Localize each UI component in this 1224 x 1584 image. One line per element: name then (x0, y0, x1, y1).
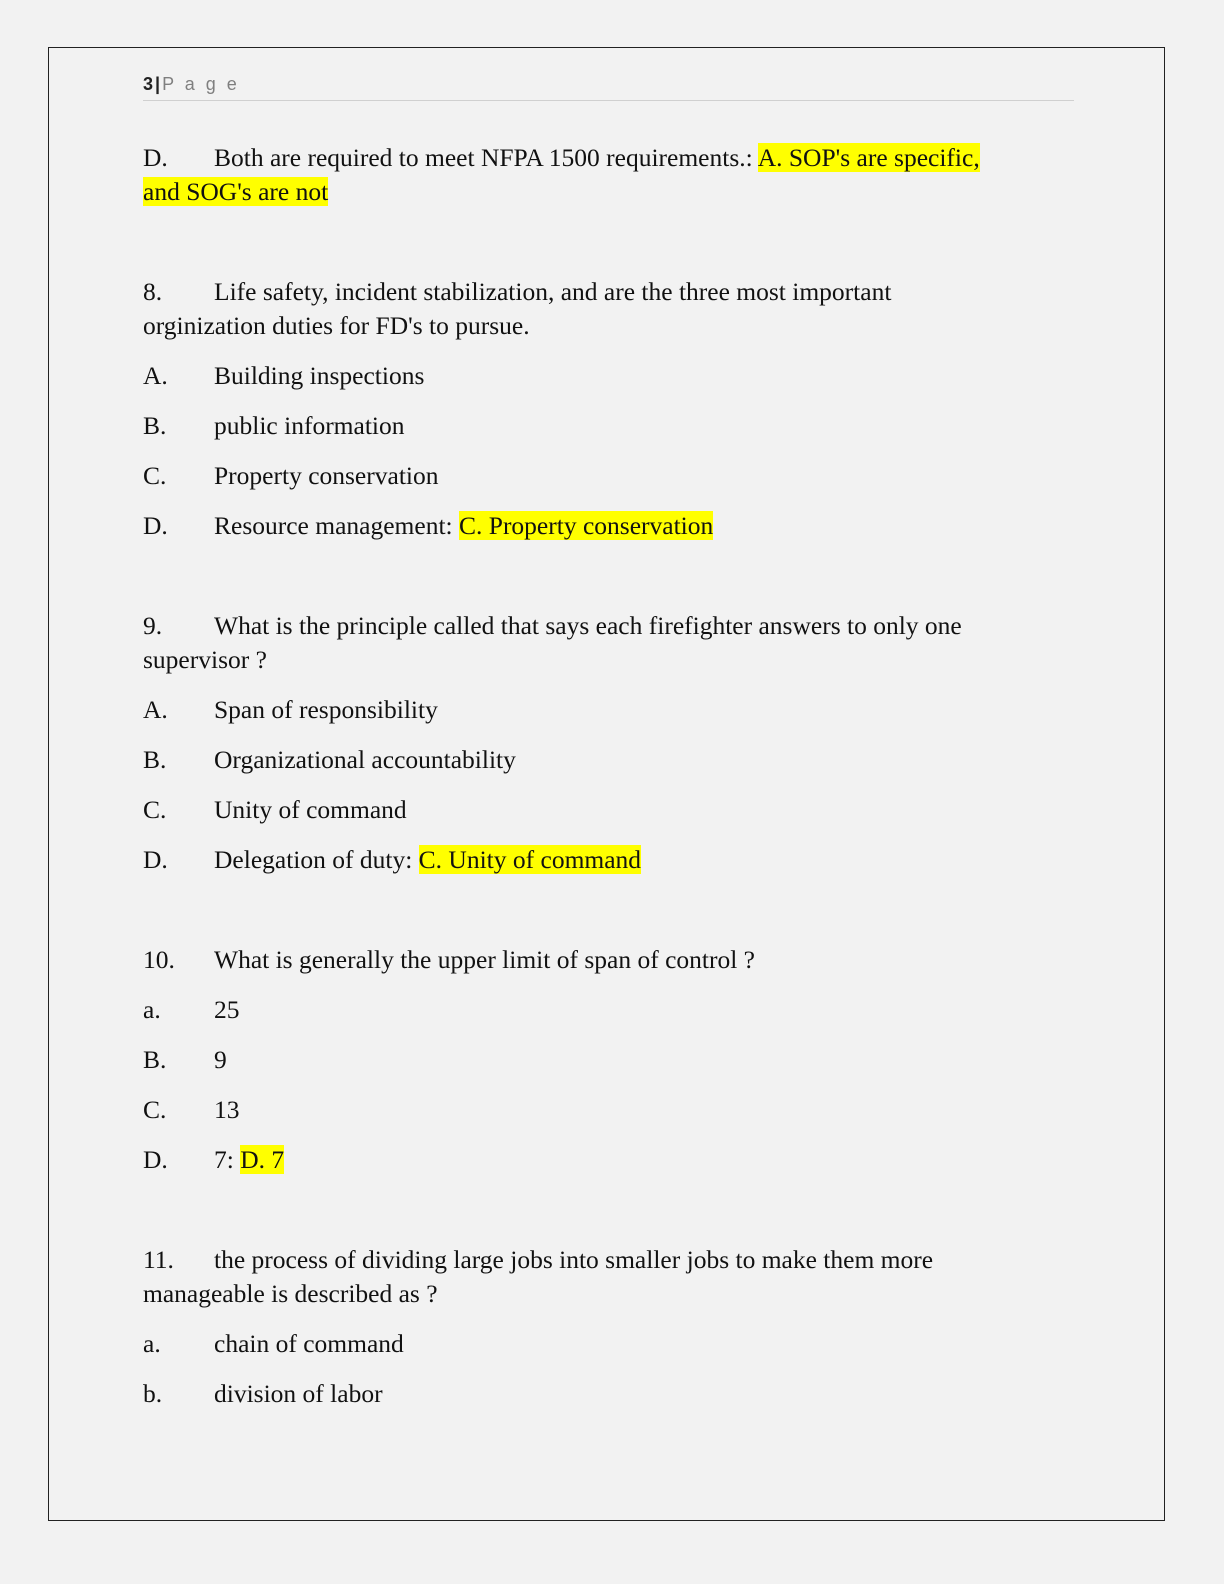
page-number: 3 (143, 74, 154, 94)
answer-highlight: C. Property conservation (459, 511, 714, 540)
option-c: C. Unity of command (143, 795, 407, 824)
question-11 (143, 1243, 1074, 1411)
question-8 (143, 275, 1074, 543)
question-text-cont: orginization duties for FD's to pursue. (143, 311, 530, 340)
option-b: B. 9 (143, 1045, 227, 1074)
answer-highlight: A. SOP's are specific, (757, 143, 980, 172)
question-text-cont: manageable is described as ? (143, 1279, 438, 1308)
question-text: 11. the process of dividing large jobs into smaller jobs to make them more (143, 1245, 934, 1274)
answer-highlight: and SOG's are not (143, 177, 329, 206)
answer-highlight: C. Unity of command (418, 845, 642, 874)
option-b: B. public information (143, 411, 405, 440)
answer-highlight: D. 7 (240, 1145, 285, 1174)
option-c: C. Property conservation (143, 461, 439, 490)
option-d: D. 7: D. 7 (143, 1145, 285, 1174)
option-a: a. chain of command (143, 1329, 404, 1358)
option-c: C. 13 (143, 1095, 240, 1124)
header-separator: | (155, 74, 161, 94)
question-text-cont: supervisor ? (143, 645, 267, 674)
question-text: 9. What is the principle called that says each firefighter answers to only one (143, 611, 962, 640)
option-b: b. division of labor (143, 1379, 383, 1408)
option-a: A. Span of responsibility (143, 695, 438, 724)
question-text: 8. Life safety, incident stabilization, and are the three most important (143, 277, 892, 306)
option-a: A. Building inspections (143, 361, 425, 390)
question-10 (143, 943, 1074, 1177)
question-text: 10. What is generally the upper limit of span of control ? (143, 945, 756, 974)
document-content (143, 141, 1074, 1411)
question-9 (143, 609, 1074, 877)
option-b: B. Organizational accountability (143, 745, 516, 774)
prev-option-d: D. Both are required to meet NFPA 1500 requirements.: A. SOP's are specific, (143, 143, 980, 172)
prev-answer-continued (143, 175, 1074, 209)
option-a: a. 25 (143, 995, 240, 1024)
page-header (143, 74, 1074, 101)
option-d: D. Resource management: C. Property conservation (143, 511, 714, 540)
option-d: D. Delegation of duty: C. Unity of command (143, 845, 642, 874)
page-label: P a g e (162, 74, 240, 94)
